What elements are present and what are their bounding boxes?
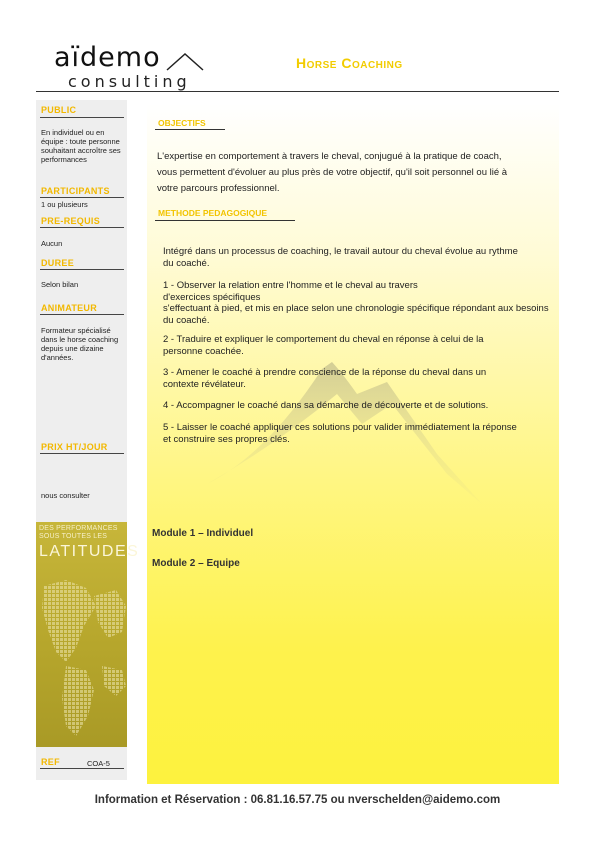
promo-small-text: DES PERFORMANCES SOUS TOUTES LES: [39, 525, 118, 540]
methode-rule: [155, 220, 295, 221]
animateur-rule: [40, 314, 124, 315]
duree-heading: DUREE: [41, 258, 75, 268]
methode-step-5: 5 - Laisser le coaché appliquer ces solutions pour valider immédiatement la réponse et construire ses propres clés.: [163, 422, 517, 445]
methode-step-2: 2 - Traduire et expliquer le comportement du cheval en réponse à celui de la personne coachée.: [163, 334, 484, 357]
logo-main-text: aïdemo: [54, 42, 161, 73]
participants-heading: PARTICIPANTS: [41, 186, 110, 196]
ref-value: COA-5: [87, 759, 110, 768]
methode-step-1b: s'effectuant à pied, et mis en place selon une chronologie spécifique répondant aux besoins du coaché.: [163, 303, 549, 326]
duree-rule: [40, 269, 124, 270]
promo-banner: [36, 522, 140, 747]
animateur-text: Formateur spécialisé dans le horse coaching depuis une dizaine d'années.: [41, 326, 119, 362]
public-text: En individuel ou en équipe : toute personne souhaitant accroître ses performances: [41, 128, 121, 164]
logo-sub-text: consulting: [68, 72, 191, 91]
participants-rule: [40, 197, 124, 198]
prix-text: nous consulter: [41, 491, 90, 500]
public-heading: PUBLIC: [41, 105, 77, 115]
prerequis-heading: PRE-REQUIS: [41, 216, 101, 226]
prerequis-text: Aucun: [41, 239, 63, 248]
promo-big-text: LATITUDES: [39, 543, 140, 560]
ref-heading: REF: [41, 757, 60, 767]
mountain-logo-icon: [165, 52, 205, 72]
participants-text: 1 ou plusieurs: [41, 200, 88, 209]
methode-step-4: 4 - Accompagner le coaché dans sa démarche de découverte et de solutions.: [163, 400, 489, 411]
sidebar: [36, 100, 140, 780]
methode-intro: Intégré dans un processus de coaching, le travail autour du cheval évolue au rythme du coaché.: [163, 246, 518, 269]
page-title: Horse Coaching: [296, 55, 403, 71]
module-1-label: Module 1 – Individuel: [152, 528, 254, 539]
methode-step-1a: 1 - Observer la relation entre l'homme et le cheval au travers d'exercices spécifiques: [163, 280, 418, 303]
world-map-graphic: [36, 566, 127, 747]
methode-step-3: 3 - Amener le coaché à prendre conscience de la réponse du cheval dans un contexte révélateur.: [163, 367, 487, 390]
footer-contact: Information et Réservation : 06.81.16.57.75 ou nverschelden@aidemo.com: [94, 794, 501, 806]
objectifs-heading: OBJECTIFS: [158, 118, 206, 128]
animateur-heading: ANIMATEUR: [41, 303, 98, 313]
objectifs-rule: [155, 129, 225, 130]
prix-heading: PRIX HT/JOUR: [41, 442, 108, 452]
public-rule: [40, 117, 124, 118]
ref-rule: [40, 768, 124, 769]
duree-text: Selon bilan: [41, 280, 79, 289]
objectifs-line-1: L'expertise en comportement à travers le cheval, conjugué à la pratique de coach,: [157, 151, 502, 162]
objectifs-line-3: votre parcours professionnel.: [157, 183, 280, 194]
prerequis-rule: [40, 227, 124, 228]
methode-heading: METHODE PEDAGOGIQUE: [158, 208, 268, 218]
header-divider: [36, 91, 559, 92]
aidemo-logo: [50, 42, 210, 96]
objectifs-line-2: vous permettent d'évoluer au plus près de votre objectif, qu'il soit personnel ou lié à: [157, 167, 508, 178]
prix-rule: [40, 453, 124, 454]
module-2-label: Module 2 – Equipe: [152, 558, 240, 569]
